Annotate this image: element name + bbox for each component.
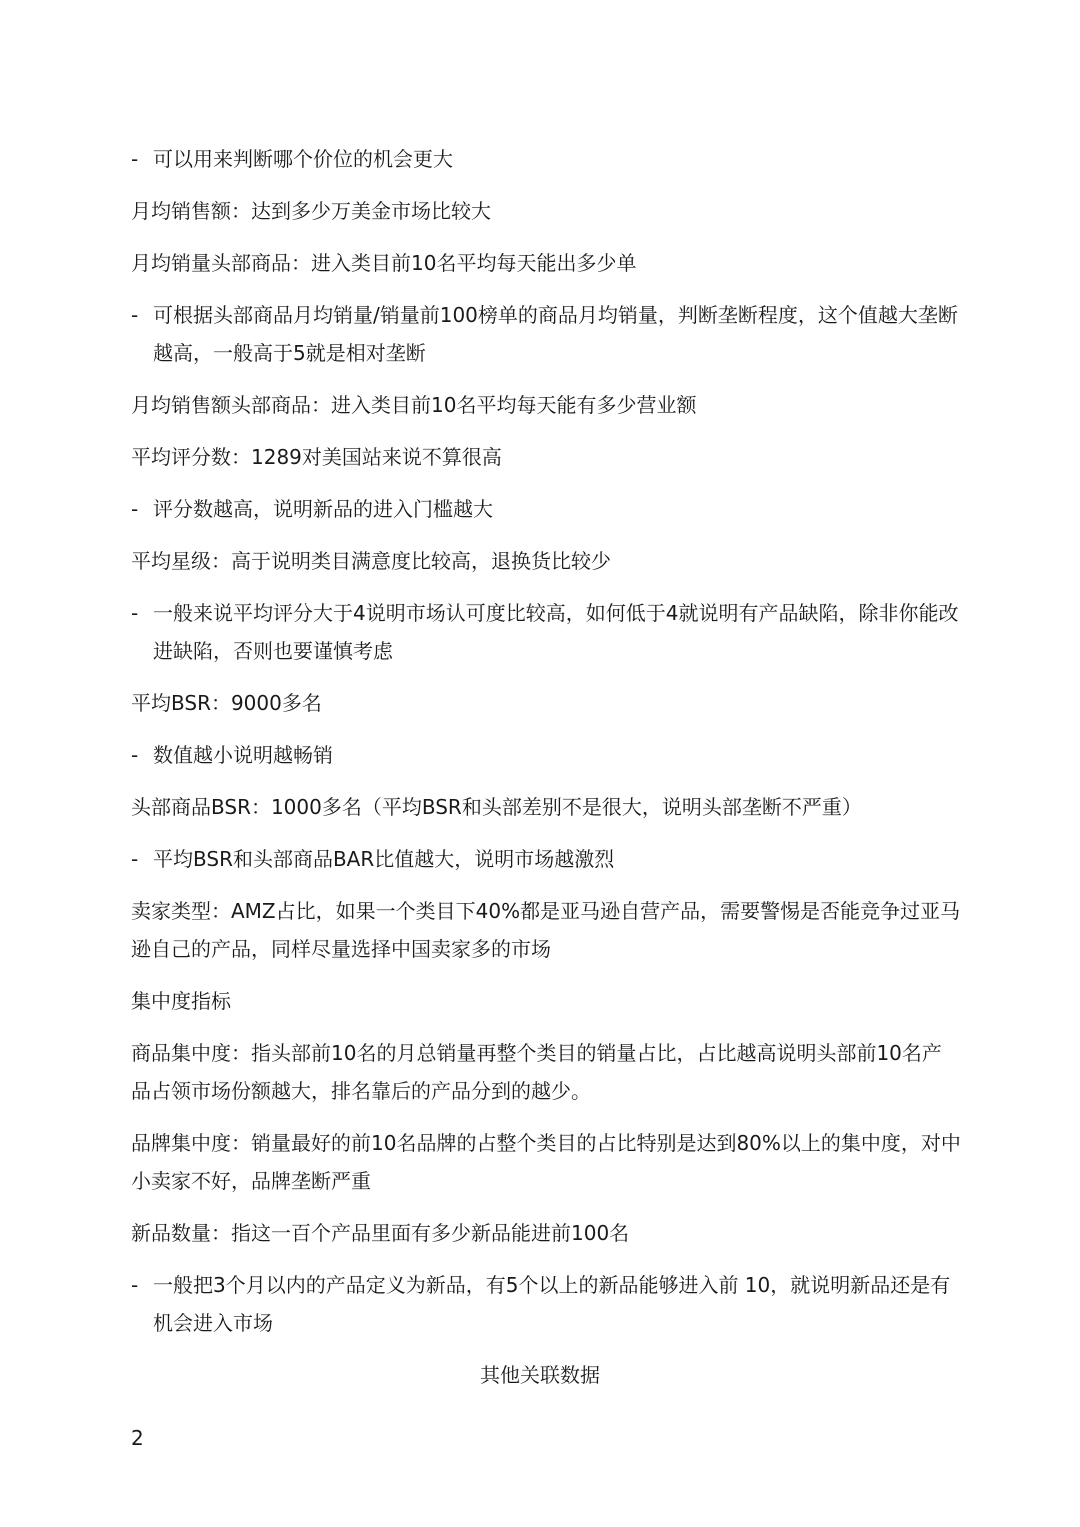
bullet-text: 一般来说平均评分大于4说明市场认可度比较高，如何低于4就说明有产品缺陷，除非你能改进缺陷，否则也要谨慎考虑 [153,601,959,663]
bullet-item [131,594,961,670]
bullet-text: 评分数越高，说明新品的进入门槛越大 [153,497,493,521]
section-heading: 集中度指标 [131,989,231,1013]
bullet-text: 一般把3个月以内的产品定义为新品，有5个以上的新品能够进入前 10，就说明新品还是有机会进入市场 [153,1273,951,1335]
bullet-item [131,1266,961,1342]
paragraph: 月均销售额头部商品：进入类目前10名平均每天能有多少营业额 [131,393,697,417]
paragraph: 品牌集中度：销量最好的前10名品牌的占整个类目的占比特别是达到80%以上的集中度，对中小卖家不好，品牌垄断严重 [131,1131,961,1193]
bullet-dash: - [131,147,139,171]
paragraph: 平均BSR：9000多名 [131,691,322,715]
bullet-dash: - [131,847,139,871]
paragraph: 卖家类型：AMZ占比，如果一个类目下40%都是亚马逊自营产品，需要警惕是否能竞争过亚马逊自己的产品，同样尽量选择中国卖家多的市场 [131,899,961,961]
bullet-text: 平均BSR和头部商品BAR比值越大，说明市场越激烈 [153,847,615,871]
bullet-dash: - [131,303,139,327]
bullet-text: 可以用来判断哪个价位的机会更大 [153,147,453,171]
bullet-item [131,140,961,178]
bullet-item [131,490,961,528]
document-body [131,140,961,1394]
paragraph: 月均销量头部商品：进入类目前10名平均每天能出多少单 [131,251,637,275]
bullet-item [131,736,961,774]
section-title: 其他关联数据 [480,1363,600,1387]
paragraph: 月均销售额：达到多少万美金市场比较大 [131,199,491,223]
bullet-dash: - [131,743,139,767]
bullet-item [131,840,961,878]
bullet-dash: - [131,1273,139,1297]
bullet-item [131,296,961,372]
paragraph: 平均评分数：1289对美国站来说不算很高 [131,445,502,469]
page-number: 2 [131,1426,144,1450]
bullet-dash: - [131,497,139,521]
bullet-text: 可根据头部商品月均销量/销量前100榜单的商品月均销量，判断垄断程度，这个值越大垄断越高，一般高于5就是相对垄断 [153,303,958,365]
bullet-dash: - [131,601,139,625]
paragraph: 头部商品BSR：1000多名（平均BSR和头部差别不是很大，说明头部垄断不严重） [131,795,862,819]
paragraph: 新品数量：指这一百个产品里面有多少新品能进前100名 [131,1221,630,1245]
paragraph: 平均星级：高于说明类目满意度比较高，退换货比较少 [131,549,611,573]
paragraph: 商品集中度：指头部前10名的月总销量再整个类目的销量占比，占比越高说明头部前10名产品占领市场份额越大，排名靠后的产品分到的越少。 [131,1041,942,1103]
bullet-text: 数值越小说明越畅销 [153,743,333,767]
